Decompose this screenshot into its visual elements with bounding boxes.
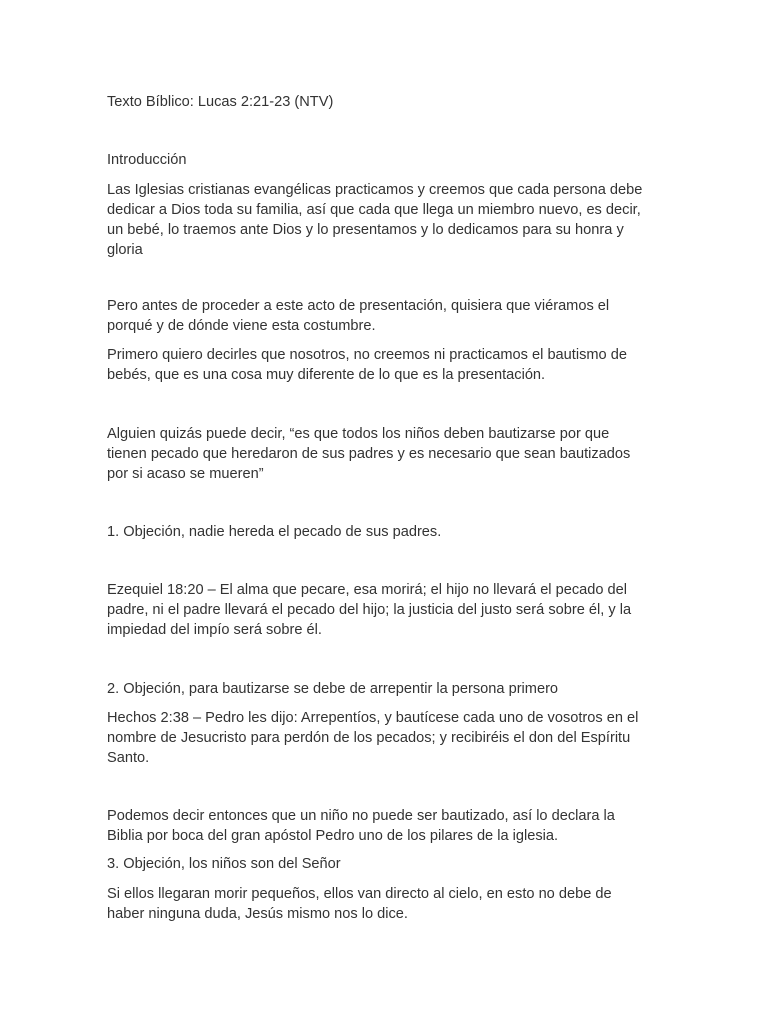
paragraph-3: Primero quiero decirles que nosotros, no creemos ni practicamos el bautismo de bebés, que es una cosa muy diferente de lo que es la presentación. <box>107 347 627 383</box>
paragraph-conclusion: Podemos decir entonces que un niño no puede ser bautizado, así lo declara la Biblia por boca del gran apóstol Pedro uno de los pilares de la iglesia. <box>107 808 615 844</box>
paragraph-4: Alguien quizás puede decir, “es que todos los niños deben bautizarse por que tienen pecado que heredaron de sus padres y es necesario que sean bautizados por si acaso se mueren” <box>107 426 631 482</box>
paragraph-ezequiel: Ezequiel 18:20 – El alma que pecare, esa morirá; el hijo no llevará el pecado del padre, ni el padre llevará el pecado del hijo; la justicia del justo será sobre él, y la impiedad del impío será sobre él. <box>107 582 632 638</box>
objection-3: 3. Objeción, los niños son del Señor <box>107 856 341 872</box>
intro-heading: Introducción <box>107 152 187 168</box>
paragraph-2: Pero antes de proceder a este acto de presentación, quisiera que viéramos el porqué y de dónde viene esta costumbre. <box>107 298 610 334</box>
paragraph-1: Las Iglesias cristianas evangélicas practicamos y creemos que cada persona debe dedicar a Dios toda su familia, así que cada que llega un miembro nuevo, es decir, un bebé, lo traemos ante Dios y lo presentamos y lo dedicamos para su honra y gloria <box>107 182 643 258</box>
objection-1: 1. Objeción, nadie hereda el pecado de sus padres. <box>107 524 442 540</box>
objection-2: 2. Objeción, para bautizarse se debe de arrepentir la persona primero <box>107 681 559 697</box>
paragraph-hechos: Hechos 2:38 – Pedro les dijo: Arrepentíos, y bautícese cada uno de vosotros en el nombre de Jesucristo para perdón de los pecados; y recibiréis el don del Espíritu Santo. <box>107 710 639 766</box>
paragraph-final: Si ellos llegaran morir pequeños, ellos van directo al cielo, en esto no debe de haber ninguna duda, Jesús mismo nos lo dice. <box>107 886 612 922</box>
document-title: Texto Bíblico: Lucas 2:21-23 (NTV) <box>107 94 334 110</box>
